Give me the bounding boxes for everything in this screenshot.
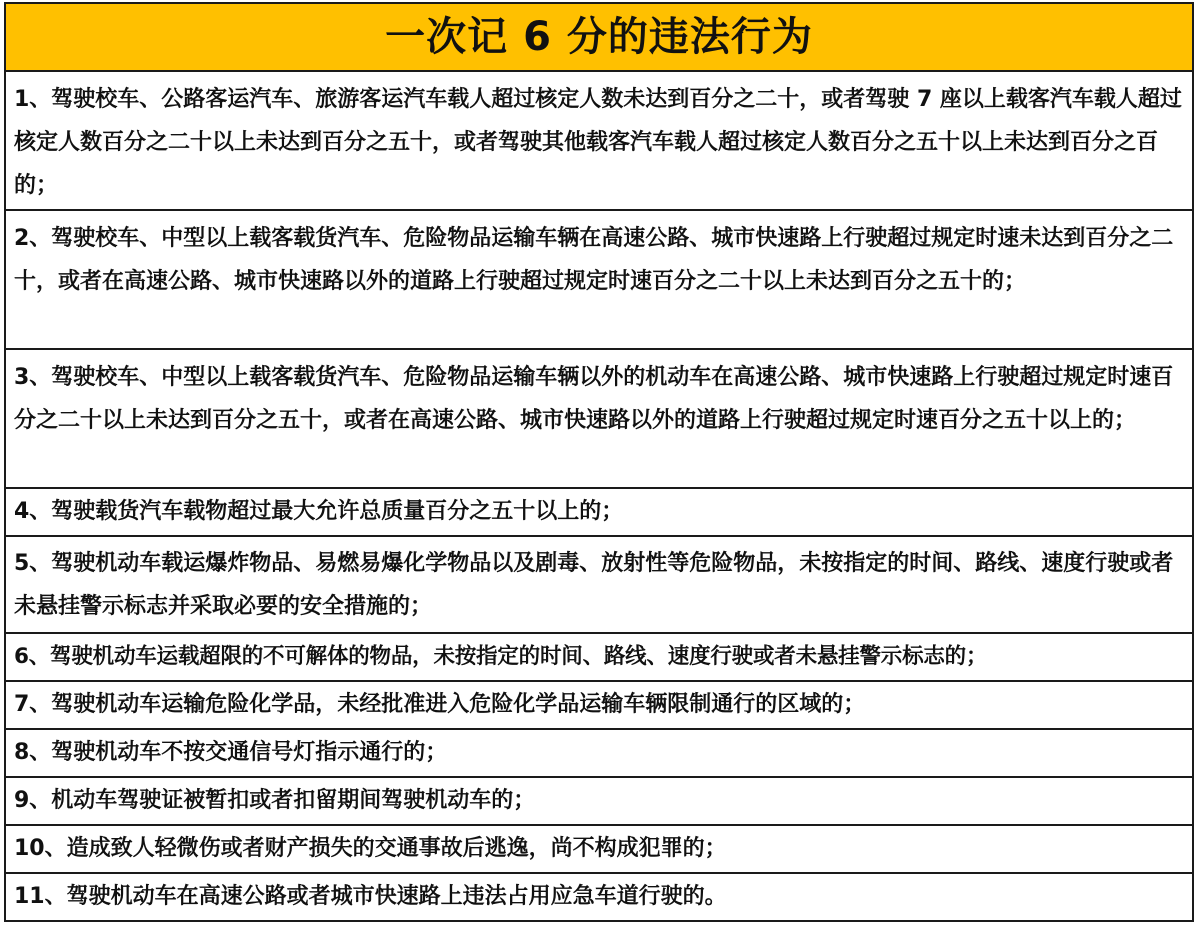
- page-title: 一次记 6 分的违法行为: [385, 14, 813, 60]
- violations-table: [4, 2, 1194, 926]
- violation-item-6: 6、驾驶机动车运载超限的不可解体的物品，未按指定的时间、路线、速度行驶或者未悬挂警示标志的；: [4, 634, 1194, 682]
- violation-list: [4, 72, 1194, 922]
- violation-item-3: 3、驾驶校车、中型以上载客载货汽车、危险物品运输车辆以外的机动车在高速公路、城市快速路上行驶超过规定时速百分之二十以上未达到百分之五十，或者在高速公路、城市快速路以外的道路上行驶超过规定时速百分之五十以上的；: [4, 350, 1194, 489]
- violation-item-5: 5、驾驶机动车载运爆炸物品、易燃易爆化学物品以及剧毒、放射性等危险物品，未按指定的时间、路线、速度行驶或者未悬挂警示标志并采取必要的安全措施的；: [4, 537, 1194, 634]
- violation-item-8: 8、驾驶机动车不按交通信号灯指示通行的；: [4, 730, 1194, 778]
- title-bar: [4, 2, 1194, 72]
- violation-item-7: 7、驾驶机动车运输危险化学品，未经批准进入危险化学品运输车辆限制通行的区域的；: [4, 682, 1194, 730]
- violation-item-2: 2、驾驶校车、中型以上载客载货汽车、危险物品运输车辆在高速公路、城市快速路上行驶超过规定时速未达到百分之二十，或者在高速公路、城市快速路以外的道路上行驶超过规定时速百分之二十以上未达到百分之五十的；: [4, 211, 1194, 350]
- violation-item-4: 4、驾驶载货汽车载物超过最大允许总质量百分之五十以上的；: [4, 489, 1194, 537]
- violation-item-1: 1、驾驶校车、公路客运汽车、旅游客运汽车载人超过核定人数未达到百分之二十，或者驾驶 7 座以上载客汽车载人超过核定人数百分之二十以上未达到百分之五十，或者驾驶其他载客汽车载人超过核定人数百分之五十以上未达到百分之百的；: [4, 72, 1194, 211]
- violation-item-10: 10、造成致人轻微伤或者财产损失的交通事故后逃逸，尚不构成犯罪的；: [4, 826, 1194, 874]
- violation-item-9: 9、机动车驾驶证被暂扣或者扣留期间驾驶机动车的；: [4, 778, 1194, 826]
- violation-item-11: 11、驾驶机动车在高速公路或者城市快速路上违法占用应急车道行驶的。: [4, 874, 1194, 922]
